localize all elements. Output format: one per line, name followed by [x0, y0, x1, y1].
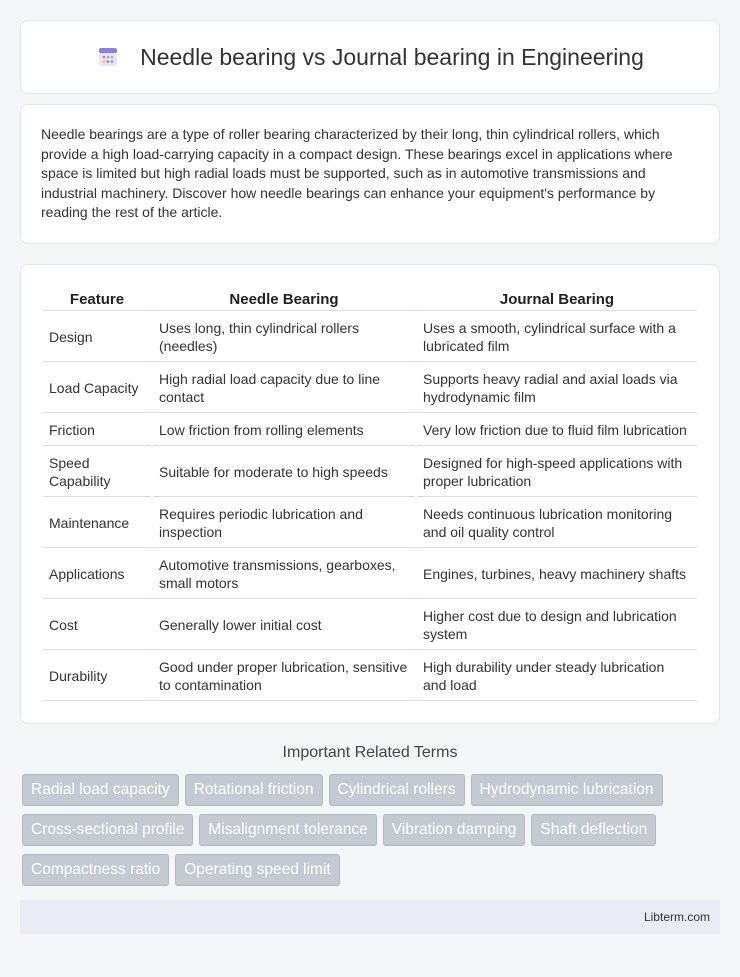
needle-bearing-cell: Automotive transmissions, gearboxes, small motors [153, 550, 415, 599]
related-term-tag[interactable]: Operating speed limit [175, 854, 339, 886]
related-term-tag[interactable]: Vibration damping [383, 814, 526, 846]
footer [20, 900, 720, 934]
needle-bearing-cell: Uses long, thin cylindrical rollers (needles) [153, 313, 415, 362]
related-term-tag[interactable]: Cylindrical rollers [329, 774, 465, 806]
feature-cell: Durability [43, 652, 151, 701]
intro-section [20, 104, 720, 244]
journal-bearing-cell: Very low friction due to fluid film lubrication [417, 415, 697, 446]
document-icon [96, 45, 120, 69]
journal-bearing-cell: Uses a smooth, cylindrical surface with a lubricated film [417, 313, 697, 362]
related-term-tag[interactable]: Compactness ratio [22, 854, 169, 886]
feature-cell: Load Capacity [43, 364, 151, 413]
footer-site[interactable]: Libterm.com [643, 909, 710, 924]
comparison-table-card [20, 264, 720, 724]
table-row [43, 364, 697, 413]
related-term-tag[interactable]: Misalignment tolerance [199, 814, 376, 846]
journal-bearing-cell: High durability under steady lubrication and load [417, 652, 697, 701]
table-row [43, 448, 697, 497]
related-terms-list [22, 774, 720, 894]
table-row [43, 499, 697, 548]
feature-cell: Maintenance [43, 499, 151, 548]
table-row [43, 313, 697, 362]
intro-text: Needle bearings are a type of roller bearing characterized by their long, thin cylindrical rollers, which provide a high load-carrying capacity in a compact design. These bearings excel in applications where space is limited but high radial loads must be supported, such as in automotive transmissions and industrial machinery. Discover how needle bearings can enhance your equipment's performance by reading the rest of the article. [41, 126, 673, 221]
table-row [43, 601, 697, 650]
related-terms-title: Important Related Terms [282, 743, 458, 761]
feature-cell: Cost [43, 601, 151, 650]
table-row [43, 550, 697, 599]
feature-cell: Friction [43, 415, 151, 446]
journal-bearing-cell: Needs continuous lubrication monitoring and oil quality control [417, 499, 697, 548]
needle-bearing-cell: Low friction from rolling elements [153, 415, 415, 446]
related-term-tag[interactable]: Shaft deflection [531, 814, 656, 846]
related-term-tag[interactable]: Hydrodynamic lubrication [471, 774, 663, 806]
journal-bearing-cell: Higher cost due to design and lubrication system [417, 601, 697, 650]
needle-bearing-cell: High radial load capacity due to line contact [153, 364, 415, 413]
journal-bearing-cell: Supports heavy radial and axial loads via hydrodynamic film [417, 364, 697, 413]
journal-bearing-cell: Engines, turbines, heavy machinery shafts [417, 550, 697, 599]
column-header: Feature [43, 287, 151, 311]
related-term-tag[interactable]: Radial load capacity [22, 774, 179, 806]
journal-bearing-cell: Designed for high-speed applications with proper lubrication [417, 448, 697, 497]
page-header [20, 20, 720, 94]
table-row [43, 415, 697, 446]
page-title: Needle bearing vs Journal bearing in Engineering [140, 43, 644, 70]
table-header-row [43, 287, 697, 311]
needle-bearing-cell: Generally lower initial cost [153, 601, 415, 650]
needle-bearing-cell: Requires periodic lubrication and inspection [153, 499, 415, 548]
needle-bearing-cell: Suitable for moderate to high speeds [153, 448, 415, 497]
related-term-tag[interactable]: Cross-sectional profile [22, 814, 193, 846]
feature-cell: Design [43, 313, 151, 362]
comparison-table [41, 285, 699, 703]
related-term-tag[interactable]: Rotational friction [185, 774, 323, 806]
feature-cell: Speed Capability [43, 448, 151, 497]
table-row [43, 652, 697, 701]
column-header: Needle Bearing [153, 287, 415, 311]
feature-cell: Applications [43, 550, 151, 599]
column-header: Journal Bearing [417, 287, 697, 311]
needle-bearing-cell: Good under proper lubrication, sensitive to contamination [153, 652, 415, 701]
